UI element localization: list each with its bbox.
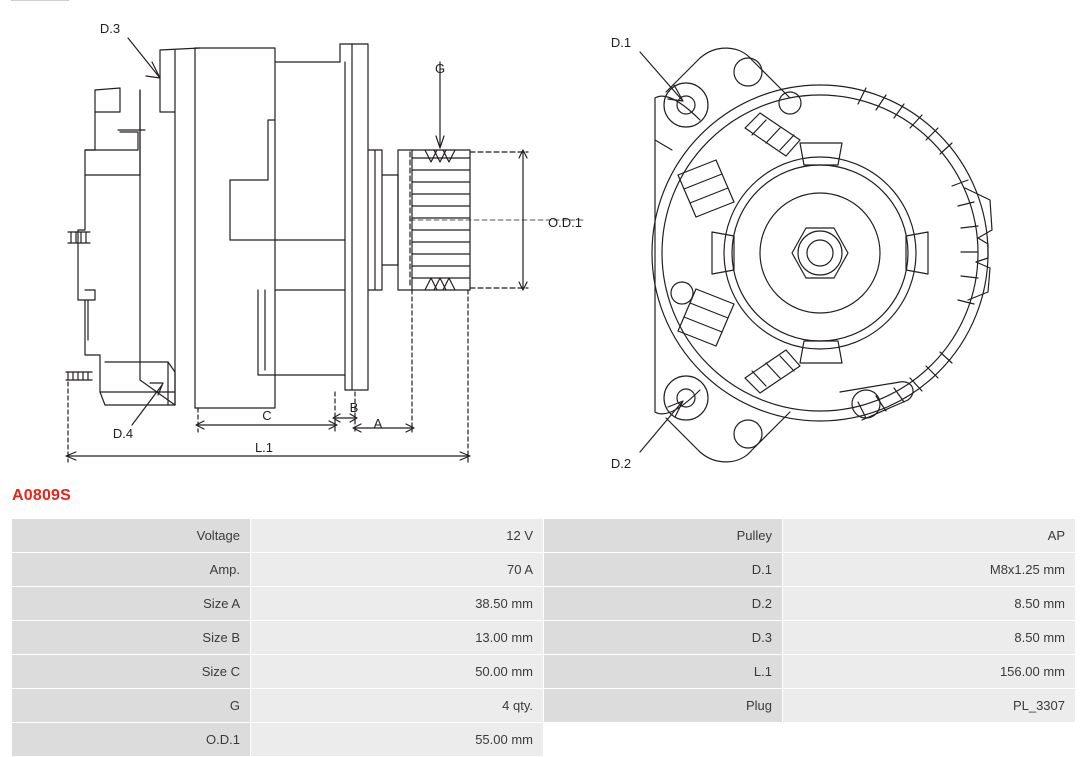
spec-label-voltage: Voltage <box>12 519 251 553</box>
label-d4: D.4 <box>112 426 134 441</box>
part-code: A0809S <box>12 487 72 504</box>
label-b: B <box>349 400 359 415</box>
spec-value-size-b: 13.00 mm <box>251 621 544 655</box>
spec-value-voltage: 12 V <box>251 519 544 553</box>
spec-label-d1: D.1 <box>544 553 783 587</box>
label-l1: L.1 <box>254 440 274 455</box>
spec-label-d3: D.3 <box>544 621 783 655</box>
spec-value-d3: 8.50 mm <box>783 621 1076 655</box>
table-row <box>12 689 1076 723</box>
table-row <box>12 587 1076 621</box>
table-row <box>12 655 1076 689</box>
label-d1: D.1 <box>610 35 632 50</box>
table-row <box>12 621 1076 655</box>
spec-empty-value <box>783 723 1076 757</box>
spec-label-plug: Plug <box>544 689 783 723</box>
table-row <box>12 553 1076 587</box>
spec-label-amp: Amp. <box>12 553 251 587</box>
front-view-drawing <box>652 48 992 462</box>
spec-label-l1: L.1 <box>544 655 783 689</box>
label-c: C <box>262 408 272 423</box>
spec-label-size-c: Size C <box>12 655 251 689</box>
label-od1: O.D.1 <box>548 215 582 230</box>
spec-value-amp: 70 A <box>251 553 544 587</box>
spec-value-od1: 55.00 mm <box>251 723 544 757</box>
spec-empty-label <box>544 723 783 757</box>
spec-value-d1: M8x1.25 mm <box>783 553 1076 587</box>
spec-value-plug: PL_3307 <box>783 689 1076 723</box>
spec-label-size-a: Size A <box>12 587 251 621</box>
spec-label-size-b: Size B <box>12 621 251 655</box>
spec-value-size-c: 50.00 mm <box>251 655 544 689</box>
dimension-lines <box>66 150 585 462</box>
label-d2: D.2 <box>610 456 632 471</box>
spec-label-d2: D.2 <box>544 587 783 621</box>
specifications-table <box>11 518 1076 757</box>
spec-value-pulley: AP <box>783 519 1076 553</box>
spec-label-pulley: Pulley <box>544 519 783 553</box>
spec-value-d2: 8.50 mm <box>783 587 1076 621</box>
spec-label-g: G <box>12 689 251 723</box>
table-row <box>12 723 1076 757</box>
label-d3: D.3 <box>99 21 121 36</box>
label-g: G <box>434 61 446 76</box>
spec-value-g: 4 qty. <box>251 689 544 723</box>
table-row <box>12 519 1076 553</box>
spec-value-l1: 156.00 mm <box>783 655 1076 689</box>
spec-label-od1: O.D.1 <box>12 723 251 757</box>
spec-value-size-a: 38.50 mm <box>251 587 544 621</box>
label-a: A <box>373 416 383 431</box>
